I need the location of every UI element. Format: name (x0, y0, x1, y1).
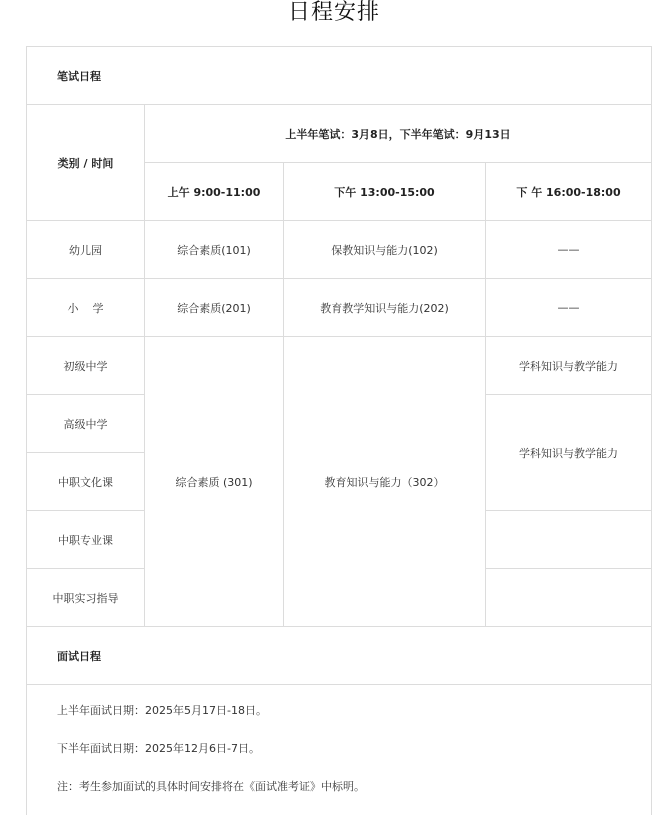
exam-schedule-table (26, 46, 652, 815)
junior-late-subject: 学科知识与教学能力 (486, 337, 652, 395)
interview-second-half-date: 下半年面试日期：2025年12月6日-7日。 (57, 739, 651, 777)
category-time-header: 类别 / 时间 (27, 105, 145, 221)
interview-note: 注：考生参加面试的具体时间安排将在《面试准考证》中标明。 (57, 777, 651, 815)
interview-first-half-date: 上半年面试日期：2025年5月17日-18日。 (57, 701, 651, 739)
primary-late-subject: —— (486, 279, 652, 337)
interview-notes (27, 685, 652, 815)
kindergarten-afternoon-subject: 保教知识与能力(102) (284, 221, 486, 279)
page-title: 日程安排 (0, 0, 668, 26)
period-late-afternoon-header: 下 午 16:00-18:00 (486, 163, 652, 221)
interview-section-row (27, 627, 652, 685)
period-morning-header: 上午 9:00-11:00 (145, 163, 284, 221)
primary-afternoon-subject: 教育教学知识与能力(202) (284, 279, 486, 337)
dates-header-row (27, 105, 652, 163)
kindergarten-morning-subject: 综合素质(101) (145, 221, 284, 279)
secondary-afternoon-subject: 教育知识与能力（302） (284, 337, 486, 627)
written-section-title: 笔试日程 (27, 47, 652, 105)
category-vocational-professional: 中职专业课 (27, 511, 145, 569)
category-vocational-practice: 中职实习指导 (27, 569, 145, 627)
written-dates-header: 上半年笔试：3月8日，下半年笔试：9月13日 (145, 105, 652, 163)
table-row-junior-middle (27, 337, 652, 395)
written-section-row (27, 47, 652, 105)
period-afternoon-header: 下午 13:00-15:00 (284, 163, 486, 221)
category-junior-middle: 初级中学 (27, 337, 145, 395)
category-senior-middle: 高级中学 (27, 395, 145, 453)
vocational-professional-late-empty (486, 511, 652, 569)
kindergarten-late-subject: —— (486, 221, 652, 279)
secondary-morning-subject: 综合素质 (301) (145, 337, 284, 627)
table-row-kindergarten (27, 221, 652, 279)
interview-notes-row (27, 685, 652, 815)
interview-section-title: 面试日程 (27, 627, 652, 685)
senior-late-subject: 学科知识与教学能力 (486, 395, 652, 511)
vocational-practice-late-empty (486, 569, 652, 627)
category-primary: 小 学 (27, 279, 145, 337)
category-kindergarten: 幼儿园 (27, 221, 145, 279)
table-row-primary (27, 279, 652, 337)
primary-morning-subject: 综合素质(201) (145, 279, 284, 337)
category-vocational-culture: 中职文化课 (27, 453, 145, 511)
